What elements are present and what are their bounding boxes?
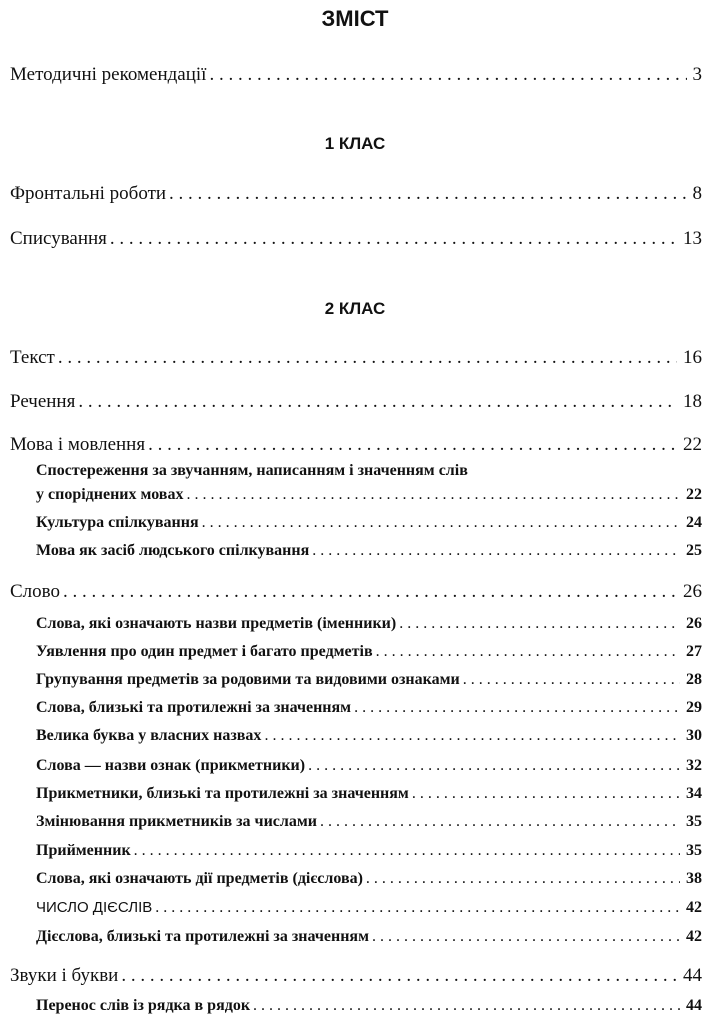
dot-leader <box>372 928 680 946</box>
toc-subentry <box>36 542 702 560</box>
toc-entry-label: Звуки і букви <box>10 965 119 986</box>
toc-subentry <box>36 615 702 633</box>
dot-leader <box>366 870 680 888</box>
toc-entry-label: Слово <box>10 581 60 602</box>
toc-subentry-page: 29 <box>686 699 702 716</box>
toc-entry-page: 18 <box>683 391 702 412</box>
toc-entry-page: 3 <box>692 64 702 85</box>
toc-subentry-label: Культура спілкування <box>36 514 199 531</box>
toc-subentry <box>36 997 702 1015</box>
toc-subentry-page: 22 <box>686 486 702 503</box>
toc-subentry <box>36 757 702 775</box>
dot-leader <box>202 514 680 532</box>
toc-subentry-page: 35 <box>686 842 702 859</box>
dot-leader <box>320 813 680 831</box>
toc-subentry-label: Перенос слів із рядка в рядок <box>36 997 251 1014</box>
section-heading-grade-1: 1 КЛАС <box>324 134 386 153</box>
toc-subentry-label: Мова як засіб людського спілкування <box>36 542 310 559</box>
dot-leader <box>186 486 680 504</box>
section-heading-grade-2: 2 КЛАС <box>324 299 386 318</box>
dot-leader <box>209 64 686 86</box>
toc-subentry-label: Слова, які означають назви предметів (іменники) <box>36 615 397 632</box>
dot-leader <box>121 965 677 987</box>
toc-subentry <box>36 643 702 661</box>
toc-subentry-page: 34 <box>686 785 702 802</box>
toc-subentry-page: 38 <box>686 870 702 887</box>
toc-subentry-label: Прийменник <box>36 842 131 859</box>
toc-subentry-label: Слова, близькі та протилежні за значенням <box>36 699 352 716</box>
toc-subentry-label: Слова, які означають дії предметів (дієслова) <box>36 870 363 887</box>
toc-subentry-page: 32 <box>686 757 702 774</box>
toc-entry-page: 13 <box>683 228 702 249</box>
toc-subentry-label-line1: Спостереження за звучанням, написанням і значенням слів <box>36 462 468 479</box>
dot-leader <box>58 347 677 369</box>
dot-leader <box>463 671 680 689</box>
toc-subentry-page: 30 <box>686 727 702 744</box>
toc-entry-label: Методичні рекомендації <box>10 64 207 85</box>
toc-entry-page: 26 <box>683 581 702 602</box>
toc-entry-label: Текст <box>10 347 55 368</box>
toc-subentry-page: 25 <box>686 542 702 559</box>
toc-subentry <box>36 813 702 831</box>
toc-entry <box>10 228 702 250</box>
toc-entry <box>10 581 702 603</box>
toc-subentry-label: Прикметники, близькі та протилежні за значенням <box>36 785 409 802</box>
toc-subentry <box>36 842 702 860</box>
toc-subentry <box>36 699 702 717</box>
toc-entry-page: 16 <box>683 347 702 368</box>
dot-leader <box>376 643 680 661</box>
dot-leader <box>169 183 686 205</box>
toc-entry-label: Мова і мовлення <box>10 434 146 455</box>
dot-leader <box>399 615 680 633</box>
toc-subentry-page: 42 <box>686 899 702 916</box>
dot-leader <box>312 542 680 560</box>
toc-subentry-page: 44 <box>686 997 702 1014</box>
dot-leader <box>78 391 677 413</box>
toc-subentry-label: Групування предметів за родовими та видовими ознаками <box>36 671 460 688</box>
toc-subentry-label: Змінювання прикметників за числами <box>36 813 317 830</box>
dot-leader <box>155 899 680 917</box>
toc-subentry-page: 24 <box>686 514 702 531</box>
toc-entry <box>10 391 702 413</box>
dot-leader <box>63 581 677 603</box>
toc-entry-page: 22 <box>683 434 702 455</box>
page-title: ЗМІСТ <box>321 6 389 31</box>
toc-entry <box>10 965 702 987</box>
toc-entry-page: 8 <box>692 183 702 204</box>
dot-leader <box>253 997 680 1015</box>
toc-entry <box>10 347 702 369</box>
toc-subentry <box>36 514 702 532</box>
toc-entry-label: Фронтальні роботи <box>10 183 167 204</box>
dot-leader <box>148 434 677 456</box>
toc-subentry-label: Уявлення про один предмет і багато предметів <box>36 643 373 660</box>
toc-subentry-label: у споріднених мовах <box>36 486 184 503</box>
toc-subentry <box>36 899 702 917</box>
dot-leader <box>354 699 680 717</box>
toc-subentry-label: Слова — назви ознак (прикметники) <box>36 757 306 774</box>
dot-leader <box>412 785 680 803</box>
toc-subentry-page: 28 <box>686 671 702 688</box>
toc-subentry-label: Дієслова, близькі та протилежні за значенням <box>36 928 369 945</box>
dot-leader <box>110 228 677 250</box>
toc-subentry <box>36 727 702 745</box>
toc-subentry-page: 35 <box>686 813 702 830</box>
toc-subentry-label: ЧИСЛО ДІЄСЛІВ <box>36 899 153 916</box>
toc-entry-label: Списування <box>10 228 107 249</box>
toc-subentry <box>36 671 702 689</box>
toc-subentry <box>36 785 702 803</box>
dot-leader <box>308 757 680 775</box>
toc-subentry <box>36 928 702 946</box>
toc-subentry-page: 42 <box>686 928 702 945</box>
toc-subentry <box>36 870 702 888</box>
toc-entry <box>10 183 702 205</box>
toc-entry <box>10 434 702 456</box>
dot-leader <box>264 727 680 745</box>
toc-subentry-label: Велика буква у власних назвах <box>36 727 262 744</box>
toc-entry-label: Речення <box>10 391 76 412</box>
toc-subentry-page: 27 <box>686 643 702 660</box>
dot-leader <box>134 842 680 860</box>
toc-entry-intro <box>10 64 702 86</box>
toc-subentry-page: 26 <box>686 615 702 632</box>
toc-entry-page: 44 <box>683 965 702 986</box>
toc-subentry <box>36 486 702 504</box>
